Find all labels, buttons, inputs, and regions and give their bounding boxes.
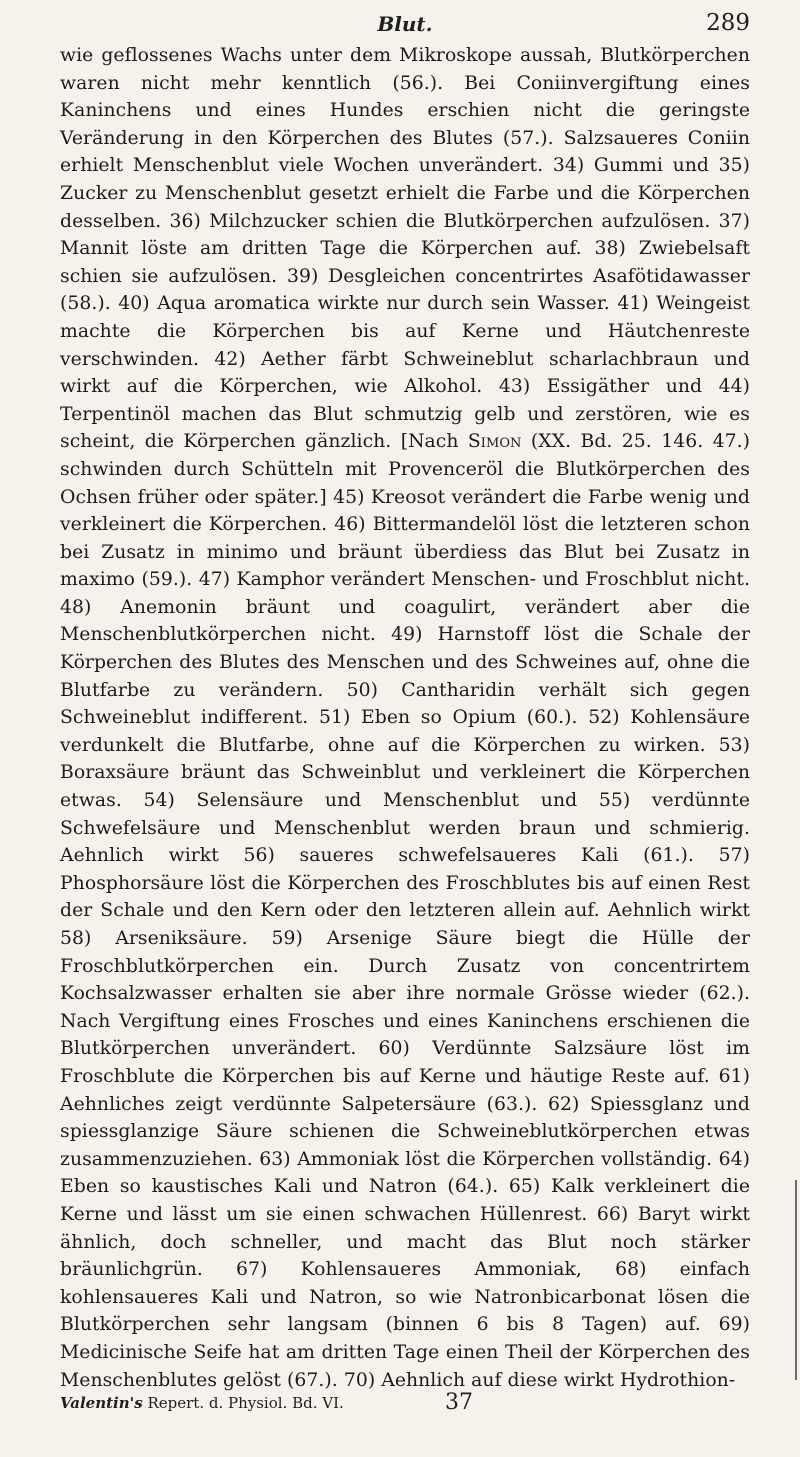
source-title: Repert. d. Physiol. Bd. VI.: [142, 1394, 344, 1412]
author-name-simon: Simon: [467, 431, 522, 453]
signature-mark: 37: [445, 1390, 473, 1415]
body-text-part-1: wie geflossenes Wachs unter dem Mikroskope aussah, Blutkörperchen waren nicht mehr kenntlich (56.). Bei Coniinvergiftung eines Kaninchens und eines Hundes erschien nicht die geringste Veränderung in den Körperchen des Blutes (57.). Salzsaueres Coniin erhielt Menschenblut viele Wochen unverändert. 34) Gummi und 35) Zucker zu Menschenblut gesetzt erhielt die Farbe und die Körperchen desselben. 36) Milchzucker schien die Blutkörperchen aufzulösen. 37) Mannit löste am dritten Tage die Körperchen auf. 38) Zwiebelsaft schien sie aufzulösen. 39) Desgleichen concentrirtes Asafötidawasser (58.). 40) Aqua aromatica wirkte nur durch sein Wasser. 41) Weingeist machte die Körperchen bis auf Kerne und Häutchenreste verschwinden. 42) Aether färbt Schweineblut scharlachbraun und wirkt auf die Körperchen, wie Alkohol. 43) Essigäther und 44) Terpentinöl machen das Blut schmutzig gelb und zerstören, wie es scheint, die Körperchen gänzlich. [Nach: [60, 45, 750, 453]
running-head: [60, 8, 750, 38]
running-title: Blut.: [377, 12, 433, 36]
page-edge-line: [795, 1180, 797, 1380]
body-paragraph: [60, 42, 750, 1394]
body-text-part-2: (XX. Bd. 25. 146. 47.) schwinden durch Schütteln mit Provenceröl die Blutkörperchen des Ochsen früher oder später.] 45) Kreosot verändert die Farbe wenig und verkleinert die Körperchen. 46) Bittermandelöl löst die letzteren schon bei Zusatz in minimo und bräunt überdiess das Blut bei Zusatz in maximo (59.). 47) Kamphor verändert Menschen- und Froschblut nicht. 48) Anemonin bräunt und coagulirt, verändert aber die Menschenblutkörperchen nicht. 49) Harnstoff löst die Schale der Körperchen des Blutes des Menschen und des Schweines auf, ohne die Blutfarbe zu verändern. 50) Cantharidin verhält sich gegen Schweineblut indifferent. 51) Eben so Opium (60.). 52) Kohlensäure verdunkelt die Blutfarbe, ohne auf die Körperchen zu wirken. 53) Boraxsäure bräunt das Schweinblut und verkleinert die Körperchen etwas. 54) Selensäure und Menschenblut und 55) verdünnte Schwefelsäure und Menschenblut werden braun und schmierig. Aehnlich wirkt 56) saueres schwefelsaueres Kali (61.). 57) Phosphorsäure löst die Körperchen des Froschblutes bis auf einen Rest der Schale und den Kern oder den letzteren allein auf. Aehnlich wirkt 58) Arseniksäure. 59) Arsenige Säure biegt die Hülle der Froschblutkörperchen ein. Durch Zusatz von concentrirtem Kochsalzwasser erhalten sie aber ihre normale Grösse wieder (62.). Nach Vergiftung eines Frosches und eines Kaninchens erschienen die Blutkörperchen unverändert. 60) Verdünnte Salzsäure löst im Froschblute die Körperchen bis auf Kerne und häutige Reste auf. 61) Aehnliches zeigt verdünnte Salpetersäure (63.). 62) Spiessglanz und spiessglanzige Säure schienen die Schweineblutkörperchen etwas zusammenzuziehen. 63) Ammoniak löst die Körperchen vollständig. 64) Eben so kaustisches Kali und Natron (64.). 65) Kalk verkleinert die Kerne und lässt um sie einen schwachen Hüllenrest. 66) Baryt wirkt ähnlich, doch schneller, und macht das Blut noch stärker bräunlichgrün. 67) Kohlensaueres Ammoniak, 68) einfach kohlensaueres Kali und Natron, so wie Natronbicarbonat lösen die Blutkörperchen sehr langsam (binnen 6 bis 8 Tagen) auf. 69) Medicinische Seife hat am dritten Tage einen Theil der Körperchen des Menschenblutes gelöst (67.). 70) Aehnlich auf diese wirkt Hydrothion-: [60, 431, 750, 1391]
page-number: 289: [706, 10, 750, 36]
source-line: [60, 1394, 344, 1412]
page-footer: [60, 1390, 750, 1416]
source-author: Valentin's: [60, 1394, 143, 1412]
